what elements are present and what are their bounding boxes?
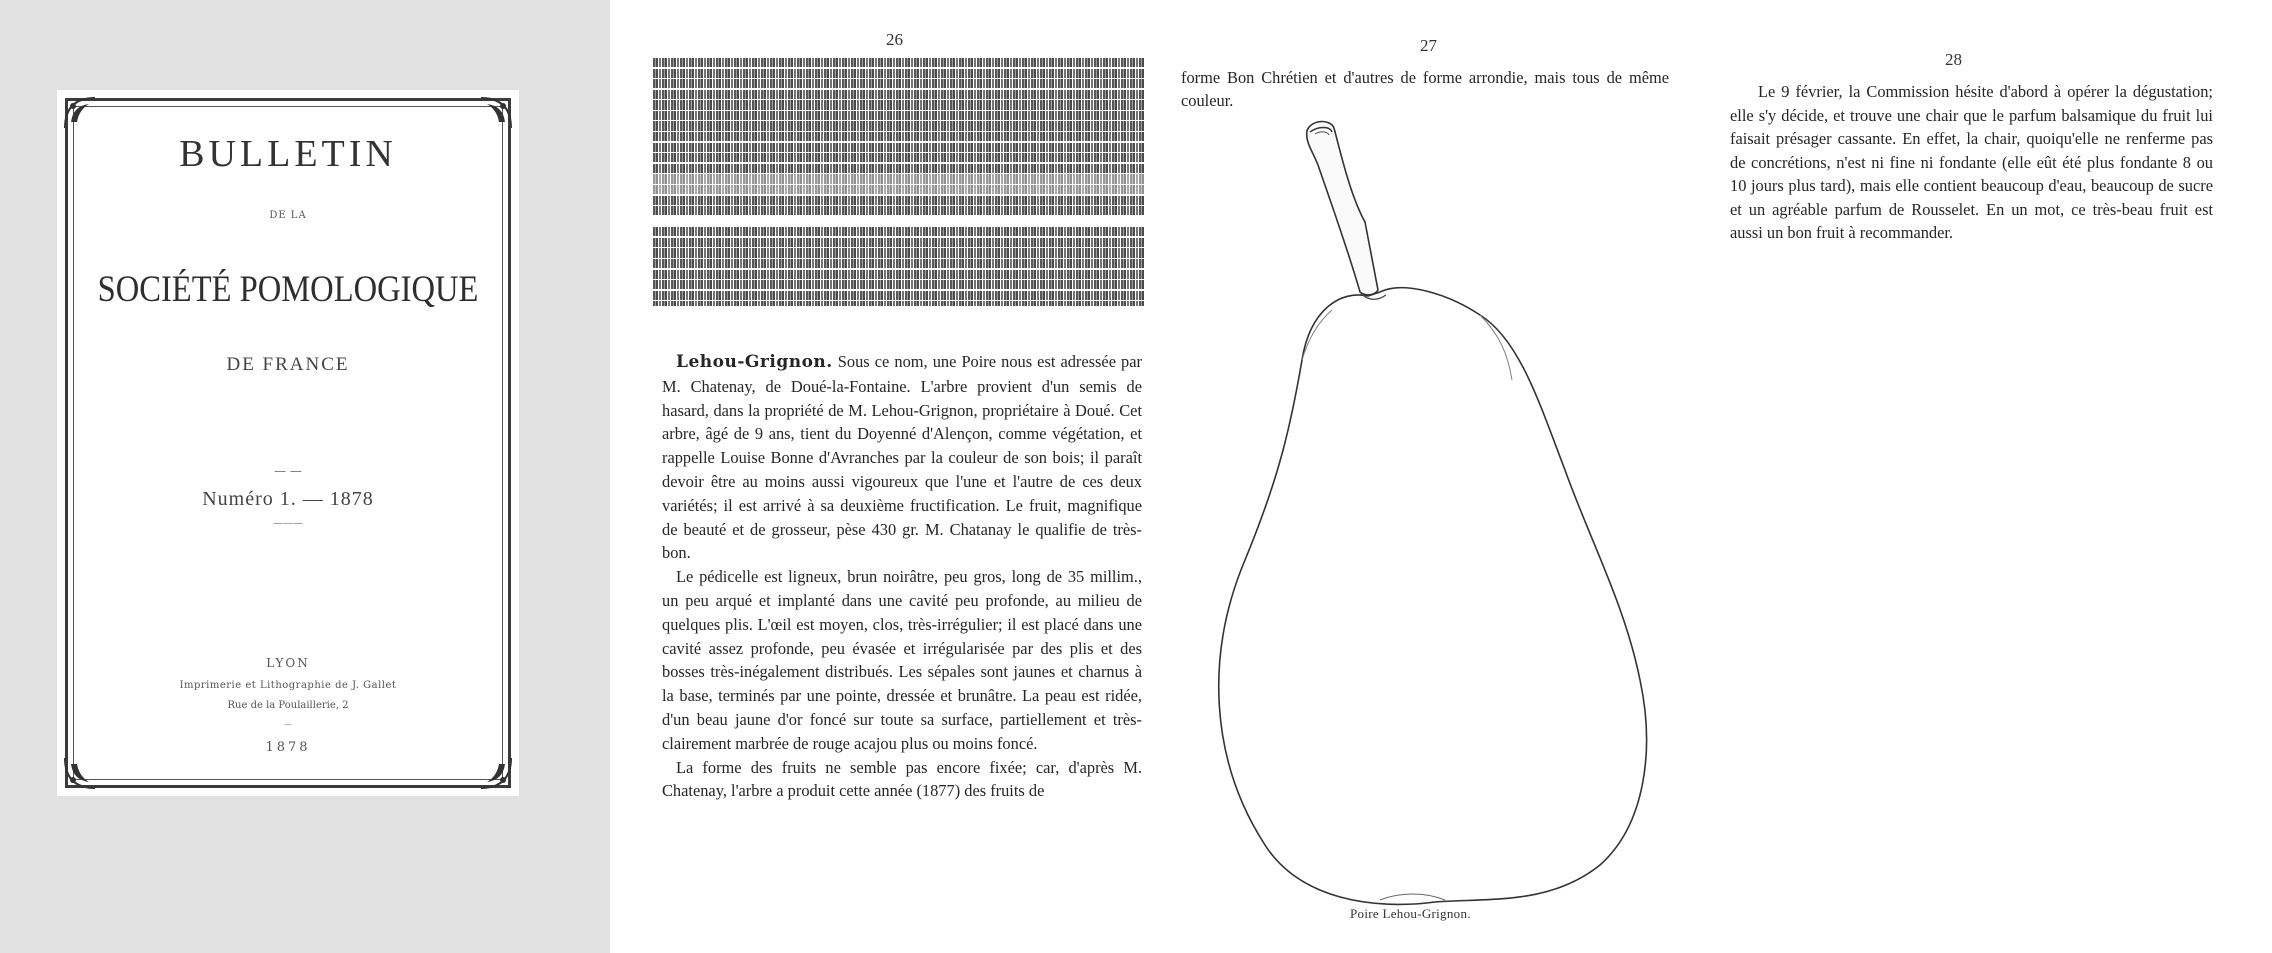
page26-paragraph-1-text: Sous ce nom, une Poire nous est adressée par M. Chatenay, de Doué-la-Fontaine. L'arbre provient d'un semis de hasard, dans la propriété de M. Lehou-Grignon, propriétaire à Doué. Cet arbre, âgé de 9 ans, tient du Doyenné d'Alençon, comme végétation, et rappelle Louise Bonne d'Avranches par la couleur de son bois; il paraît devoir être au moins aussi vigoureux que l'une et l'autre de ces deux variétés; il est arrivé à sa deuxième fructification. Le fruit, magnifique de beauté et de grosseur, pèse 430 gr. M. Chatanay le qualifie de très-bon. — [662, 352, 1142, 563]
page28-paragraph: Le 9 février, la Commission hésite d'abord à opérer la dégustation; elle s'y décide, et trouve une chair que le parfum balsamique du fruit lui faisait présager cassante. En effet, la chair, quoiqu'elle ne renferme pas de concrétions, n'est ni fine ni fondante (elle eût été plus fondante 8 ou 10 jours plus tard), mais elle contient beaucoup d'eau, beaucoup de sucre et un agréable parfum de Rousselet. En un mot, ce très-beau fruit est aussi un bon fruit à recommander. — [1730, 82, 2213, 242]
cover-divider-top: — — — [274, 464, 302, 478]
fleuron-ornament-icon — [63, 756, 97, 790]
cover-title-society: SOCIÉTÉ POMOLOGIQUE — [97, 269, 479, 310]
cover-year: 1878 — [265, 740, 311, 755]
cover-inner-frame — [73, 106, 503, 780]
fleuron-ornament-icon — [63, 96, 97, 130]
page28-body — [1730, 80, 2213, 245]
cover-city: LYON — [266, 656, 310, 670]
overprinted-text-block — [653, 58, 1145, 306]
cover-printer: Imprimerie et Lithographie de J. Gallet — [179, 680, 397, 691]
cover-small-divider: — — [284, 720, 292, 729]
cover-issue: Numéro 1. — 1878 — [202, 488, 374, 510]
cover-address: Rue de la Poulaillerie, 2 — [227, 700, 349, 711]
variety-heading: Lehou-Grignon. — [676, 352, 833, 372]
fleuron-ornament-icon — [479, 96, 513, 130]
bulletin-cover — [57, 90, 519, 796]
figure-caption: Poire Lehou-Grignon. — [1350, 906, 1471, 921]
page-number-28: 28 — [1945, 50, 1962, 69]
cover-de-la: DE LA — [269, 210, 307, 221]
cover-title-bulletin: BULLETIN — [179, 133, 397, 175]
fleuron-ornament-icon — [479, 756, 513, 790]
page26-paragraph-3: La forme des fruits ne semble pas encore fixée; car, d'après M. Chatenay, l'arbre a produit cette année (1877) des fruits de — [662, 757, 1142, 801]
page26-paragraph-1 — [662, 350, 1142, 565]
cover-title-france: DE FRANCE — [226, 354, 350, 375]
cover-divider-bottom: ——— — [273, 518, 303, 529]
pear-illustration — [1190, 110, 1670, 910]
page-number-27: 27 — [1420, 36, 1437, 55]
page-number-26: 26 — [886, 30, 903, 49]
page26-paragraph-2: Le pédicelle est ligneux, brun noirâtre, peu gros, long de 35 millim., un peu arqué et implanté dans une cavité peu profonde, au milieu de quelques plis. L'œil est moyen, clos, très-irrégulier; il est placé dans une cavité assez profonde, peu évasée et irrégularisée par des plis et des bosses très-inégalement distribués. Les sépales sont jaunes et charnus à la base, terminés par une pointe, dressée et brunâtre. La peau est ridée, d'un beau jaune d'or foncé sur toute sa surface, partiellement et très-clairement marbrée de rouge acajou plus ou moins foncé. — [662, 567, 1142, 753]
page26-body — [662, 350, 1142, 803]
page27-top-text: forme Bon Chrétien et d'autres de forme arrondie, mais tous de même couleur. — [1181, 68, 1669, 110]
cover-panel — [0, 0, 610, 953]
